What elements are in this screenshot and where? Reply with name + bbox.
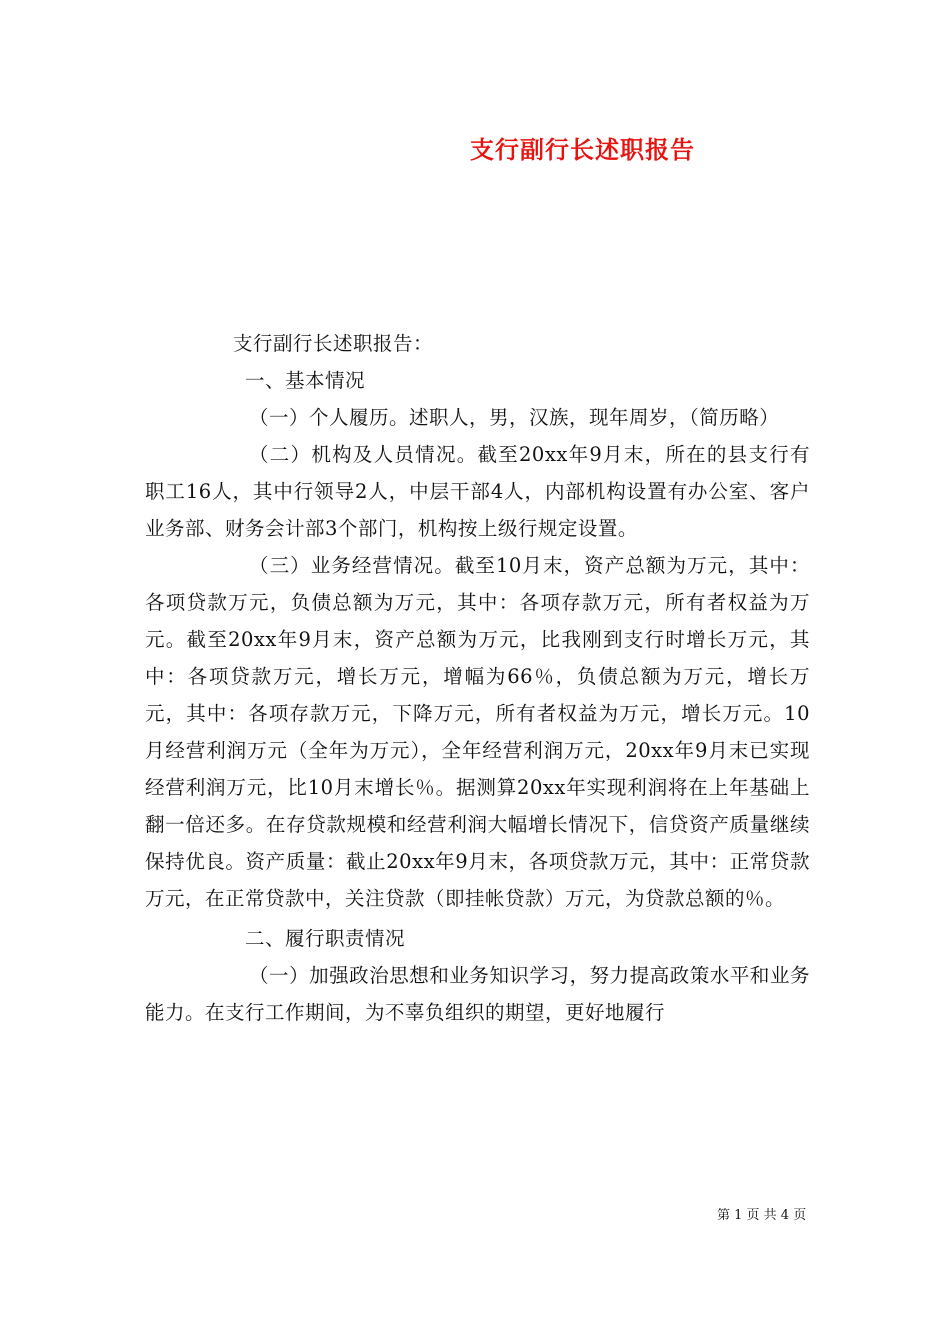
paragraph-study: （一）加强政治思想和业务知识学习，努力提高政策水平和业务能力。在支行工作期间，为不辜负组织的期望，更好地履行: [145, 964, 810, 1024]
paragraph-organization: （二）机构及人员情况。截至20xx年9月末，所在的县支行有职工16人，其中行领导2人，中层干部4人，内部机构设置有办公室、客户业务部、财务会计部3个部门，机构按上级行规定设置。: [145, 443, 810, 540]
document-title: 支行副行长述职报告: [470, 135, 695, 164]
paragraph-resume: （一）个人履历。述职人，男，汉族，现年周岁，（简历略）: [249, 406, 780, 429]
greeting-line: 支行副行长述职报告：: [233, 332, 434, 355]
document-body: [145, 325, 810, 1031]
section-heading-duties: 二、履行职责情况: [245, 927, 406, 950]
section-heading-basic: 一、基本情况: [245, 369, 366, 392]
page-number: 第 1 页 共 4 页: [717, 1208, 807, 1223]
paragraph-business: （三）业务经营情况。截至10月末，资产总额为万元，其中：各项贷款万元，负债总额为万元，其中：各项存款万元，所有者权益为万元。截至20xx年9月末，资产总额为万元，比我刚到支行时增长万元，其中：各项贷款万元，增长万元，增幅为66％，负债总额为万元，增长万元，其中：各项存款万元，下降万元，所有者权益为万元，增长万元。10月经营利润万元（全年为万元），全年经营利润万元，20xx年9月末已实现经营利润万元，比10月末增长％。据测算20xx年实现利润将在上年基础上翻一倍还多。在存贷款规模和经营利润大幅增长情况下，信贷资产质量继续保持优良。资产质量：截止20xx年9月末，各项贷款万元，其中：正常贷款万元，在正常贷款中，关注贷款（即挂帐贷款）万元，为贷款总额的％。: [145, 554, 810, 910]
